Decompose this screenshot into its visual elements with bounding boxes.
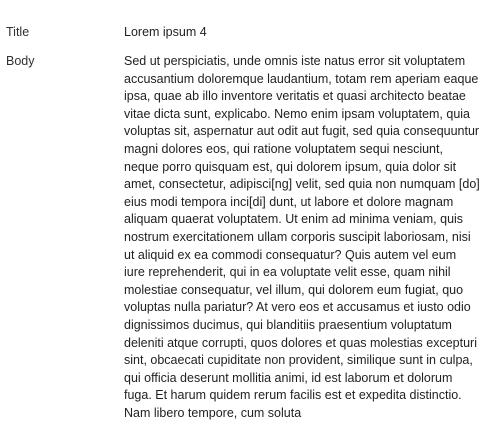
body-field-row	[0, 53, 490, 435]
title-field-value: Lorem ipsum 4	[124, 25, 207, 39]
body-field-value: Sed ut perspiciatis, unde omnis iste natus error sit voluptatem accusantium doloremque laudantium, totam rem aperiam eaque ipsa, quae ab illo inventore veritatis et quasi architecto beatae vitae dicta sunt, explicabo. Nemo enim ipsam voluptatem, quia voluptas sit, aspernatur aut odit aut fugit, sed quia consequuntur magni dolores eos, qui ratione voluptatem sequi nesciunt, neque porro quisquam est, qui dolorem ipsum, quia dolor sit amet, consectetur, adipisci[ng] velit, sed quia non numquam [do] eius modi tempora inci[di] dunt, ut labore et dolore magnam aliquam quaerat voluptatem. Ut enim ad minima veniam, quis nostrum exercitationem ullam corporis suscipit laboriosam, nisi ut aliquid ex ea commodi consequatur? Quis autem vel eum iure reprehenderit, qui in ea voluptate velit esse, quam nihil molestiae consequatur, vel illum, qui dolorem eum fugiat, quo voluptas nulla pariatur? At vero eos et accusamus et iusto odio dignissimos ducimus, qui blanditiis praesentium voluptatum deleniti atque corrupti, quos dolores et quas molestias excepturi sint, obcaecati cupiditate non provident, similique sunt in culpa, qui officia deserunt mollitia animi, id est laborum et dolorum fuga. Et harum quidem rerum facilis est et expedita distinctio. Nam libero tempore, cum soluta	[124, 54, 480, 420]
title-field-label: Title	[6, 25, 30, 39]
title-field-row	[0, 24, 490, 44]
body-field-label: Body	[6, 54, 35, 68]
